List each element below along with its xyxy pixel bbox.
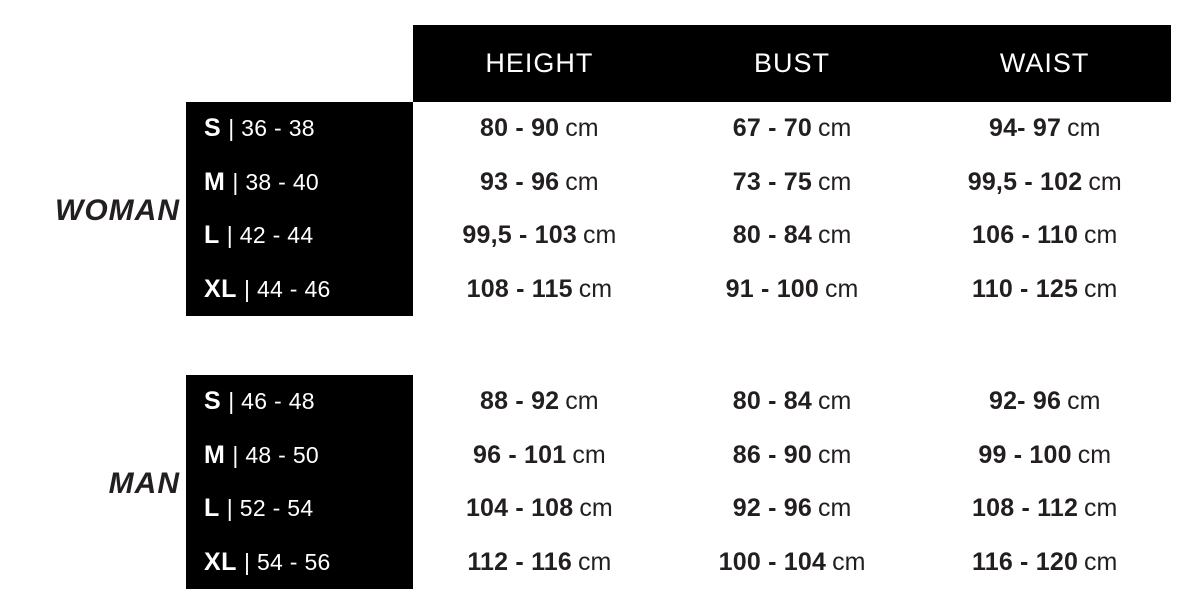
cell-height [413,441,666,470]
size-letter: L [204,494,220,523]
cell-height-value: 80 - 90 [480,114,560,143]
size-separator: | [232,441,239,468]
cell-height-value: 99,5 - 103 [462,221,577,250]
size-separator: | [243,548,250,575]
cell-height [413,275,666,304]
size-separator: | [228,388,235,415]
size-range: 42 - 44 [239,222,314,249]
cell-waist-unit: cm [1088,167,1122,196]
cell-bust [666,221,919,250]
cell-height-unit: cm [579,494,613,523]
cell-waist [918,168,1171,197]
cell-height-value: 93 - 96 [480,167,560,196]
table-row [0,429,1200,483]
size-range: 48 - 50 [245,441,320,468]
cell-waist [918,114,1171,143]
header-row [413,25,1171,102]
cell-height [413,114,666,143]
cell-bust-unit: cm [832,547,866,576]
column-header-bust: BUST [754,48,831,78]
cell-height-unit: cm [578,547,612,576]
size-separator: | [232,168,239,195]
cell-height [413,494,666,523]
table-row [0,536,1200,590]
cell-bust-value: 92 - 96 [732,494,812,523]
size-cell [186,536,413,590]
size-range: 38 - 40 [245,168,320,195]
cell-height-value: 112 - 116 [467,547,573,576]
group-label-man: MAN [108,467,180,500]
table-row [0,263,1200,317]
cell-waist-unit: cm [1084,547,1118,576]
table-row [0,209,1200,263]
cell-waist-value: 106 - 110 [971,221,1079,250]
size-separator: | [243,275,250,302]
rows-man [0,375,1200,589]
cell-bust-value: 80 - 84 [732,387,812,416]
cell-waist-value: 99 - 100 [978,440,1072,469]
size-cell [186,263,413,317]
column-header-waist: WAIST [999,48,1090,78]
cell-waist [918,494,1171,523]
cell-waist [918,387,1171,416]
size-cell [186,102,413,156]
size-range: 44 - 46 [256,275,331,302]
cell-waist-value: 99,5 - 102 [967,167,1083,196]
cell-bust-unit: cm [817,167,852,196]
measure-cells [413,209,1171,263]
cell-waist-unit: cm [1067,387,1101,416]
cell-waist-unit: cm [1067,114,1101,143]
cell-waist-unit: cm [1084,274,1118,303]
cell-bust [666,387,919,416]
cell-height-value: 104 - 108 [465,494,574,523]
cell-bust-unit: cm [817,221,852,250]
cell-waist [918,441,1171,470]
size-separator: | [226,222,233,249]
table-row [0,156,1200,210]
cell-height-value: 88 - 92 [480,387,560,416]
size-range: 54 - 56 [256,548,331,575]
rows-woman [0,102,1200,316]
cell-waist [918,221,1171,250]
column-header-height: HEIGHT [485,48,594,78]
table-row [0,482,1200,536]
cell-bust [666,114,919,143]
cell-height-unit: cm [578,274,613,303]
cell-waist-value: 116 - 120 [971,547,1079,576]
cell-bust [666,441,919,470]
size-cell [186,429,413,483]
cell-height-unit: cm [565,167,599,196]
cell-height-unit: cm [582,221,617,250]
cell-height-unit: cm [565,387,599,416]
cell-height [413,221,666,250]
measure-cells [413,429,1171,483]
measure-cells [413,536,1171,590]
size-cell [186,375,413,429]
size-cell [186,156,413,210]
size-letter: L [204,221,220,250]
section-woman [0,102,1200,316]
cell-waist-unit: cm [1084,221,1118,250]
cell-waist [918,275,1171,304]
table-row [0,102,1200,156]
size-letter: S [204,114,222,143]
cell-height [413,548,666,577]
cell-bust-unit: cm [817,494,852,523]
size-separator: | [228,115,235,142]
size-letter: XL [204,547,237,576]
cell-bust-unit: cm [817,387,852,416]
cell-height-unit: cm [565,114,599,143]
cell-bust-value: 73 - 75 [732,167,812,196]
size-letter: M [204,167,226,196]
measure-cells [413,156,1171,210]
size-letter: XL [204,274,237,303]
cell-bust-unit: cm [817,114,852,143]
size-cell [186,482,413,536]
cell-height-value: 96 - 101 [473,440,567,469]
section-man [0,375,1200,589]
cell-height [413,168,666,197]
cell-bust-value: 100 - 104 [718,547,827,576]
cell-height-value: 108 - 115 [466,274,573,303]
cell-waist-value: 94- 97 [988,114,1062,143]
cell-bust-value: 67 - 70 [732,114,812,143]
size-range: 46 - 48 [241,388,315,415]
cell-bust [666,494,919,523]
cell-bust-unit: cm [817,440,852,469]
size-letter: M [204,440,226,469]
cell-bust-value: 86 - 90 [732,440,812,469]
measure-cells [413,102,1171,156]
size-range: 52 - 54 [239,495,314,522]
measure-cells [413,263,1171,317]
cell-waist-value: 92- 96 [988,387,1062,416]
cell-bust-unit: cm [825,274,859,303]
cell-bust-value: 91 - 100 [725,274,820,303]
cell-waist-value: 110 - 125 [971,274,1079,303]
size-range: 36 - 38 [241,115,315,142]
cell-waist-value: 108 - 112 [971,494,1079,523]
cell-waist-unit: cm [1077,440,1112,469]
measure-cells [413,482,1171,536]
size-separator: | [226,495,233,522]
cell-height [413,387,666,416]
cell-bust-value: 80 - 84 [732,221,812,250]
size-letter: S [204,387,222,416]
cell-waist [918,548,1171,577]
size-cell [186,209,413,263]
cell-bust [666,548,919,577]
cell-height-unit: cm [572,440,606,469]
cell-bust [666,168,919,197]
cell-bust [666,275,919,304]
measure-cells [413,375,1171,429]
group-label-woman: WOMAN [55,194,180,227]
table-row [0,375,1200,429]
cell-waist-unit: cm [1084,494,1118,523]
